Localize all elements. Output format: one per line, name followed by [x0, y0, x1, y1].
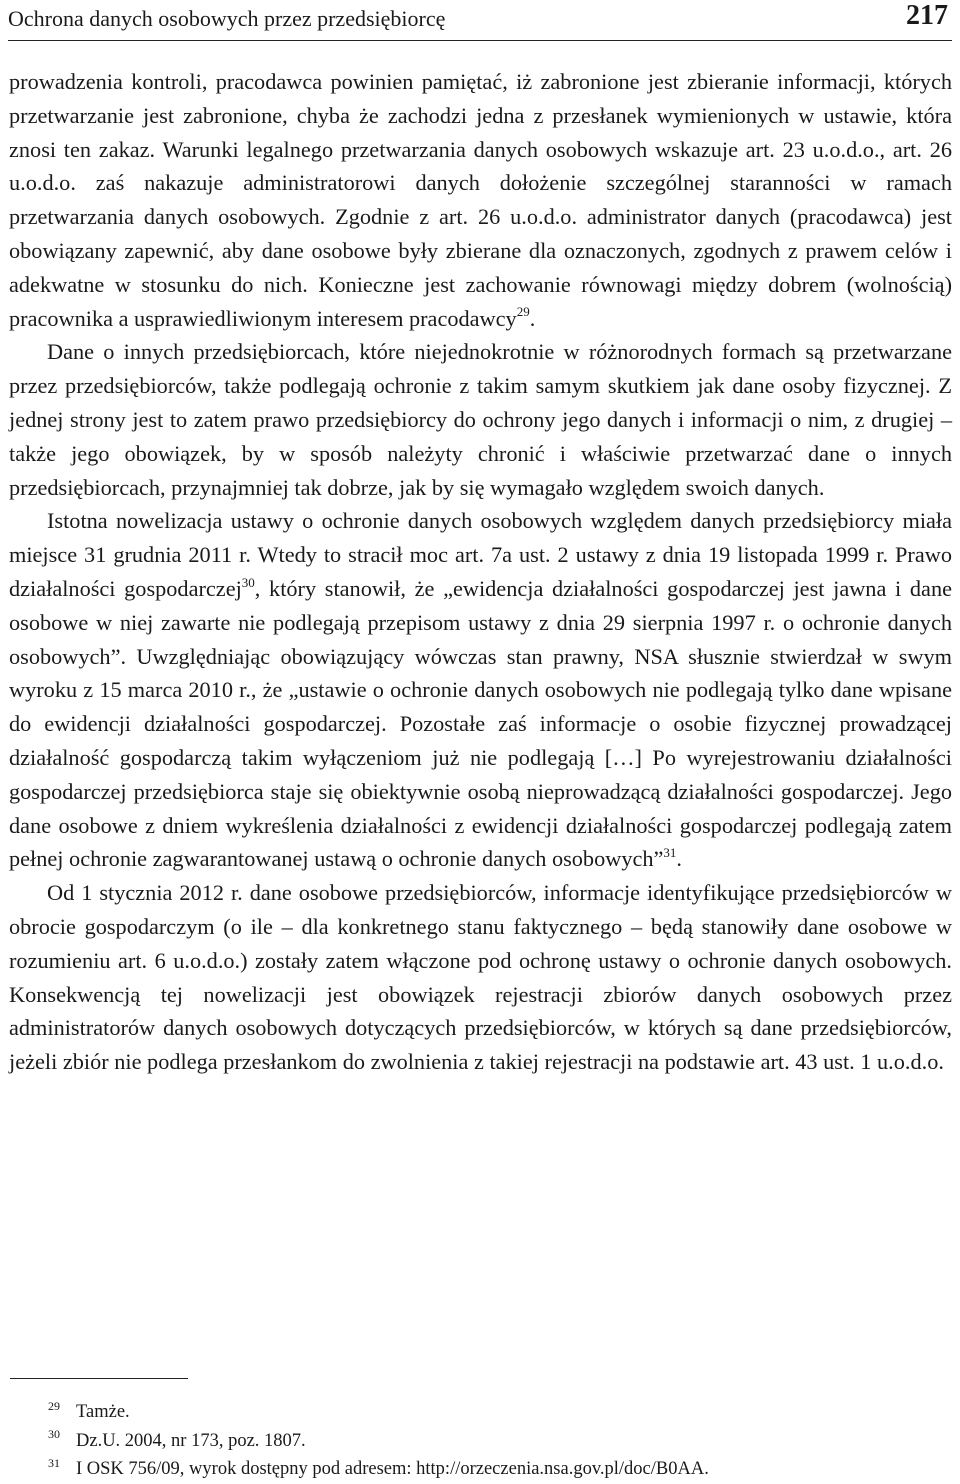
paragraph — [9, 504, 952, 876]
footnote: 31 I OSK 756/09, wyrok dostępny pod adresem: http://orzeczenia.nsa.gov.pl/doc/B0AA. — [48, 1455, 709, 1479]
footnote-text: Tamże. — [76, 1402, 130, 1422]
paragraph-text: . — [676, 846, 682, 872]
paragraph-text: . — [529, 305, 536, 331]
paragraph-text: Istotna nowelizacja ustawy o ochronie danych osobowych względem danych przedsiębiorcy miała miejsce 31 grudnia 2011 r. Wtedy to stracił moc art. 7a ust. 2 ustawy z dnia 19 listopada 1999 r. Prawo działalności gospodarczej — [9, 508, 952, 601]
paragraph — [9, 335, 952, 504]
footnotes — [48, 1398, 709, 1484]
running-title: Ochrona danych osobowych przez przedsiębiorcę — [8, 6, 446, 31]
footnote-text: Dz.U. 2004, nr 173, poz. 1807. — [76, 1430, 306, 1451]
footnote-ref[interactable]: 29 — [516, 304, 530, 320]
page-number: 217 — [906, 0, 948, 31]
paragraph-text: prowadzenia kontroli, pracodawca powinien pamiętać, iż zabronione jest zbieranie informacji, których przetwarzanie jest zabronione, chyba że zachodzi jedna z przesłanek wymienionych w ustawie, która znosi ten zakaz. Warunki legalnego przetwarzania danych osobowych wskazuje art. 23 u.o.d.o., art. 26 u.o.d.o. zaś nakazuje administratorowi danych dołożenie szczególnej staranności w ramach przetwarzania danych osobowych. Zgodnie z art. 26 u.o.d.o. administrator danych (pracodawca) jest obowiązany zapewnić, aby dane osobowe były zbierane dla oznaczonych, zgodnych z prawem celów i adekwatne w stosunku do nich. Konieczne jest zachowanie równowagi między dobrem (wolnością) pracownika a usprawiedliwionym interesem pracodawcy — [9, 69, 952, 331]
paragraph-text: Od 1 stycznia 2012 r. dane osobowe przedsiębiorców, informacje identyfikujące przedsiębiorców w obrocie gospodarczym (o ile – dla konkretnego stanu faktycznego – będą stanowiły dane osobowe w rozumieniu art. 6 u.o.d.o.) zostały zatem włączone pod ochronę ustawy o ochronie danych osobowych. Konsekwencją tej nowelizacji jest obowiązek rejestracji zbiorów danych osobowych przez administratorów danych osobowych dotyczących przedsiębiorców, w których są dane przedsiębiorców, jeżeli zbiór nie podlega przesłankom do zwolnienia z takiej rejestracji na podstawie art. 43 ust. 1 u.o.d.o. — [9, 880, 952, 1075]
page-header — [8, 0, 952, 41]
paragraph — [9, 876, 952, 1079]
footnote-ref[interactable]: 30 — [241, 574, 255, 590]
body-text — [9, 65, 952, 1079]
footnote-separator — [10, 1378, 188, 1379]
footnote: 29 Tamże. — [48, 1398, 130, 1422]
paragraph — [9, 65, 952, 335]
paragraph-text: Dane o innych przedsiębiorcach, które niejednokrotnie w różnorodnych formach są przetwarzane przez przedsiębiorców, także podlegają ochronie z takim samym skutkiem jak dane osoby fizycznej. Z jednej strony jest to zatem prawo przedsiębiorcy do ochrony jego danych i informacji o nim, z drugiej – także jego obowiązek, by w sposób należyty chronić i właściwie przetwarzać dane o innych przedsiębiorcach, przynajmniej tak dobrze, jak by się wymagało względem swoich danych. — [9, 339, 952, 500]
footnote-text: I OSK 756/09, wyrok dostępny pod adresem: http://orzeczenia.nsa.gov.pl/doc/B0AA. — [76, 1459, 709, 1479]
footnote-ref[interactable]: 31 — [663, 844, 677, 860]
paragraph-text: , który stanowił, że „ewidencja działalności gospodarczej jest jawna i dane osobowe w niej zawarte nie podlegają przepisom ustawy z dnia 29 sierpnia 1997 r. o ochronie danych osobowych”. Uwzględniając obowiązujący wówczas stan prawny, NSA słusznie stwierdzał w swym wyroku z 15 marca 2010 r., że „ustawie o ochronie danych osobowych nie podlegają tylko dane wpisane do ewidencji działalności gospodarczej. Pozostałe zaś informacje o osobie fizycznej prowadzącej działalność gospodarczą takim wyłączeniom już nie podlegają […] Po wyrejestrowaniu działalności gospodarczej przedsiębiorca staje się obiektywnie osobą nieprowadzącą działalności gospodarczej. Jego dane osobowe z dniem wykreślenia działalności z ewidencji działalności gospodarczej podlegają zatem pełnej ochronie zagwarantowanej ustawą o ochronie danych osobowych” — [9, 575, 952, 872]
footnote: 30 Dz.U. 2004, nr 173, poz. 1807. — [48, 1427, 306, 1451]
